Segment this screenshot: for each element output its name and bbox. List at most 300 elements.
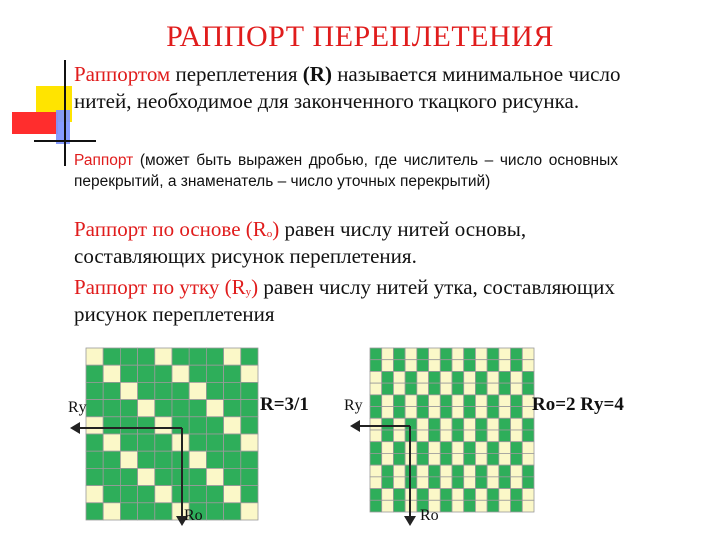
weave-rib-cell: [464, 348, 476, 360]
weave-rib-cell: [382, 453, 394, 465]
weave-twill-cell: [155, 400, 172, 417]
weave-rib-cell: [499, 453, 511, 465]
weave-rib-cell: [475, 371, 487, 383]
weave-rib-cell: [382, 430, 394, 442]
weave-twill-cell: [86, 451, 103, 468]
weave-twill-cell: [86, 365, 103, 382]
weave-rib-cell: [429, 453, 441, 465]
weave-rib-cell: [511, 348, 523, 360]
weave-rib-cell: [511, 395, 523, 407]
weave-rib-cell: [429, 407, 441, 419]
weave-rib-cell: [511, 407, 523, 419]
weave-twill-cell: [172, 382, 189, 399]
weave-diagram-rib: [340, 342, 670, 540]
weave-rib-cell: [440, 407, 452, 419]
weave-twill-cell: [206, 400, 223, 417]
weave-twill-cell: [103, 503, 120, 520]
weave-twill-cell: [241, 451, 258, 468]
weave-label-ro-rib: Rо: [420, 507, 439, 524]
weave-rib-cell: [499, 418, 511, 430]
weave-rib-cell: [393, 418, 405, 430]
weave-twill-cell: [206, 503, 223, 520]
weave-rib-cell: [464, 430, 476, 442]
weft-repeat-term-b: ): [251, 275, 259, 299]
weave-twill-cell: [172, 486, 189, 503]
weave-twill-cell: [86, 503, 103, 520]
weave-rib-cell: [499, 477, 511, 489]
weave-twill-cell: [103, 365, 120, 382]
weave-twill-cell: [103, 468, 120, 485]
weave-rib-cell: [429, 442, 441, 454]
weave-rib-cell: [487, 418, 499, 430]
weave-rib-cell: [475, 407, 487, 419]
weave-rib-cell: [452, 489, 464, 501]
weave-rib-cell: [499, 500, 511, 512]
weave-twill-cell: [206, 348, 223, 365]
weave-rib-cell: [393, 407, 405, 419]
weave-rib-cell: [511, 418, 523, 430]
weave-rib-cell: [475, 489, 487, 501]
weave-rib-cell: [499, 371, 511, 383]
weave-grid-rib: [370, 348, 534, 512]
weave-rib-cell: [522, 430, 534, 442]
weave-rib-cell: [487, 383, 499, 395]
weave-twill-cell: [172, 468, 189, 485]
weave-rib-cell: [370, 418, 382, 430]
weave-twill-cell: [155, 434, 172, 451]
weave-rib-cell: [499, 407, 511, 419]
decorative-bar-red: [12, 112, 58, 134]
weave-rib-cell: [464, 465, 476, 477]
weave-twill-cell: [86, 468, 103, 485]
weave-twill-cell: [241, 348, 258, 365]
weft-repeat-text: равен числу нитей утка, составляющих рисунок переплетения: [74, 275, 615, 326]
weave-twill-cell: [206, 417, 223, 434]
slide-title: РАППОРТ ПЕРЕПЛЕТЕНИЯ: [166, 20, 554, 53]
warp-repeat-text: равен числу нитей основы, составляющих рисунок переплетения.: [74, 217, 527, 268]
weave-rib-cell: [429, 489, 441, 501]
weave-twill-cell: [241, 365, 258, 382]
weave-rib-cell: [393, 360, 405, 372]
weave-twill-cell: [120, 451, 137, 468]
weave-rib-cell: [452, 371, 464, 383]
weave-rib-cell: [464, 407, 476, 419]
weave-rib-cell: [405, 407, 417, 419]
weave-rib-cell: [440, 383, 452, 395]
weave-rib-cell: [499, 348, 511, 360]
weave-twill-cell: [103, 400, 120, 417]
weave-rib-cell: [370, 371, 382, 383]
weave-twill-cell: [224, 451, 241, 468]
weave-rib-cell: [440, 371, 452, 383]
weave-rib-cell: [440, 500, 452, 512]
weave-rib-cell: [522, 418, 534, 430]
weave-rib-cell: [464, 360, 476, 372]
weave-twill-cell: [103, 434, 120, 451]
weave-rib-cell: [429, 465, 441, 477]
weave-rib-cell: [487, 453, 499, 465]
weave-rib-cell: [417, 442, 429, 454]
weave-twill-cell: [138, 486, 155, 503]
weave-twill-cell: [103, 451, 120, 468]
weave-rib-cell: [440, 418, 452, 430]
weave-rib-cell: [511, 465, 523, 477]
weave-twill-cell: [120, 434, 137, 451]
weave-rib-cell: [464, 395, 476, 407]
weave-twill-cell: [138, 382, 155, 399]
weave-twill-cell: [172, 434, 189, 451]
weave-rib-cell: [440, 395, 452, 407]
weave-rib-cell: [417, 418, 429, 430]
weave-rib-cell: [464, 489, 476, 501]
weave-twill-cell: [172, 400, 189, 417]
weave-diagram-rib-svg: [340, 342, 670, 540]
weave-twill-cell: [189, 417, 206, 434]
weave-rib-cell: [405, 395, 417, 407]
weave-rib-cell: [475, 465, 487, 477]
weave-rib-cell: [522, 442, 534, 454]
weave-rib-cell: [393, 348, 405, 360]
weave-rib-cell: [393, 371, 405, 383]
weave-twill-cell: [206, 434, 223, 451]
weave-rib-cell: [499, 430, 511, 442]
weave-rib-cell: [511, 477, 523, 489]
weave-rib-cell: [417, 489, 429, 501]
weave-rib-cell: [487, 360, 499, 372]
weave-formula-rib: Rо=2 Rу=4: [532, 394, 624, 415]
weave-twill-cell: [224, 434, 241, 451]
weave-rib-cell: [452, 360, 464, 372]
weave-rib-cell: [393, 430, 405, 442]
weave-twill-cell: [120, 348, 137, 365]
weave-rib-cell: [499, 465, 511, 477]
weave-twill-cell: [224, 365, 241, 382]
weave-rib-cell: [393, 453, 405, 465]
weave-rib-cell: [464, 442, 476, 454]
weave-label-ry-twill: Rу: [68, 399, 87, 416]
weave-rib-cell: [475, 418, 487, 430]
weave-formula-twill: R=3/1: [260, 394, 309, 415]
weave-twill-cell: [241, 434, 258, 451]
weave-rib-cell: [487, 500, 499, 512]
weave-twill-cell: [206, 365, 223, 382]
weave-rib-cell: [440, 442, 452, 454]
weave-rib-cell: [417, 453, 429, 465]
weave-twill-cell: [189, 451, 206, 468]
weave-rib-cell: [370, 348, 382, 360]
definition-symbol: (R): [302, 62, 332, 86]
weave-twill-cell: [120, 417, 137, 434]
weave-rib-cell: [382, 383, 394, 395]
weave-rib-cell: [464, 453, 476, 465]
weave-rib-cell: [522, 371, 534, 383]
weave-twill-cell: [155, 417, 172, 434]
weave-rib-cell: [382, 371, 394, 383]
weave-rib-cell: [487, 348, 499, 360]
definition-text-b: называется минимальное число нитей, необходимое для законченного ткацкого рисунка.: [74, 62, 621, 113]
weave-rib-cell: [522, 465, 534, 477]
weave-rib-cell: [487, 489, 499, 501]
weave-rib-cell: [475, 348, 487, 360]
weave-twill-cell: [206, 468, 223, 485]
weave-twill-cell: [155, 468, 172, 485]
weave-rib-cell: [382, 500, 394, 512]
weave-rib-cell: [511, 360, 523, 372]
weave-rib-cell: [475, 360, 487, 372]
weave-rib-cell: [440, 430, 452, 442]
weave-rib-cell: [382, 348, 394, 360]
weave-twill-cell: [241, 382, 258, 399]
weft-repeat-paragraph: [74, 274, 634, 328]
weave-twill-cell: [224, 348, 241, 365]
warp-repeat-term: [74, 217, 279, 241]
weave-twill-cell: [189, 468, 206, 485]
weave-rib-cell: [429, 418, 441, 430]
warp-repeat-term-sub: о: [266, 228, 273, 240]
weave-rib-cell: [382, 360, 394, 372]
weave-label-ro-twill: Rо: [184, 507, 203, 524]
weave-rib-cell: [464, 500, 476, 512]
weave-rib-cell: [417, 395, 429, 407]
weave-twill-cell: [189, 434, 206, 451]
fraction-note-text: (может быть выражен дробью, где числитель – число основных перекрытий, а знаменатель – число уточных перекрытий): [74, 152, 618, 190]
weave-rib-cell: [370, 383, 382, 395]
weave-rib-cell: [499, 489, 511, 501]
weave-twill-cell: [224, 400, 241, 417]
weave-rib-cell: [511, 371, 523, 383]
weave-twill-cell: [189, 348, 206, 365]
weave-rib-cell: [429, 430, 441, 442]
weave-twill-cell: [241, 486, 258, 503]
weave-twill-cell: [86, 417, 103, 434]
weave-rib-cell: [464, 383, 476, 395]
weave-twill-cell: [138, 451, 155, 468]
weave-rib-cell: [370, 407, 382, 419]
weave-twill-cell: [224, 468, 241, 485]
weave-rib-cell: [452, 442, 464, 454]
weave-rib-cell: [429, 477, 441, 489]
weave-twill-cell: [120, 382, 137, 399]
weave-rib-cell: [370, 489, 382, 501]
weave-rib-cell: [499, 360, 511, 372]
weave-rib-cell: [440, 348, 452, 360]
weave-twill-cell: [155, 503, 172, 520]
weave-rib-cell: [382, 407, 394, 419]
weave-rib-cell: [475, 430, 487, 442]
weave-rib-cell: [405, 383, 417, 395]
weave-rib-cell: [393, 500, 405, 512]
weave-rib-cell: [405, 348, 417, 360]
weave-rib-cell: [499, 383, 511, 395]
weave-twill-cell: [86, 486, 103, 503]
weave-twill-cell: [138, 400, 155, 417]
weave-rib-cell: [440, 489, 452, 501]
weave-rib-cell: [452, 465, 464, 477]
weave-twill-cell: [189, 382, 206, 399]
weave-rib-cell: [511, 500, 523, 512]
weave-rib-cell: [370, 477, 382, 489]
weave-rib-cell: [429, 371, 441, 383]
weave-twill-cell: [155, 348, 172, 365]
weave-rib-cell: [417, 360, 429, 372]
weave-rib-cell: [522, 500, 534, 512]
weave-rib-cell: [475, 453, 487, 465]
weave-twill-cell: [120, 400, 137, 417]
weave-rib-cell: [475, 442, 487, 454]
weave-twill-cell: [86, 434, 103, 451]
weave-twill-cell: [155, 382, 172, 399]
weave-rib-cell: [429, 348, 441, 360]
weave-twill-cell: [189, 400, 206, 417]
weave-twill-cell: [138, 417, 155, 434]
decorative-line-horizontal: [34, 140, 96, 142]
weave-rib-cell: [417, 348, 429, 360]
weave-rib-cell: [417, 465, 429, 477]
weave-twill-cell: [86, 400, 103, 417]
weave-rib-cell: [475, 500, 487, 512]
weave-twill-cell: [138, 434, 155, 451]
weave-rib-cell: [475, 383, 487, 395]
weave-rib-cell: [370, 453, 382, 465]
weave-rib-cell: [522, 453, 534, 465]
warp-repeat-term-a: Раппорт по основе (R: [74, 217, 267, 241]
weave-twill-cell: [120, 365, 137, 382]
weave-twill-cell: [155, 486, 172, 503]
warp-repeat-term-b: ): [272, 217, 280, 241]
weave-rib-cell: [522, 489, 534, 501]
weave-rib-cell: [452, 348, 464, 360]
weave-twill-cell: [224, 382, 241, 399]
weave-rib-cell: [487, 477, 499, 489]
definition-text-a: переплетения: [170, 62, 303, 86]
fraction-note-paragraph: [74, 150, 618, 192]
weave-label-ry-rib: Rу: [344, 397, 363, 414]
weave-rib-cell: [393, 395, 405, 407]
weave-twill-cell: [241, 468, 258, 485]
weave-rib-cell: [382, 477, 394, 489]
weave-rib-cell: [393, 477, 405, 489]
weave-rib-cell: [511, 383, 523, 395]
weave-rib-cell: [464, 371, 476, 383]
weave-rib-cell: [405, 371, 417, 383]
weave-rib-cell: [511, 430, 523, 442]
weave-twill-cell: [103, 417, 120, 434]
weft-repeat-term: [74, 275, 258, 299]
weave-rib-cell: [522, 348, 534, 360]
weave-rib-cell: [475, 395, 487, 407]
weave-twill-cell: [206, 486, 223, 503]
weave-rib-cell: [464, 477, 476, 489]
weave-twill-cell: [172, 348, 189, 365]
weave-twill-cell: [86, 348, 103, 365]
weave-rib-cell: [452, 430, 464, 442]
weave-rib-cell: [393, 465, 405, 477]
weave-rib-cell: [452, 500, 464, 512]
weave-rib-cell: [475, 477, 487, 489]
weave-twill-cell: [138, 468, 155, 485]
weave-twill-cell: [155, 451, 172, 468]
weave-twill-cell: [241, 400, 258, 417]
definition-paragraph: [74, 61, 634, 115]
decorative-line-vertical: [64, 60, 66, 166]
weave-grid-twill: [86, 348, 258, 520]
weave-twill-cell: [155, 365, 172, 382]
weave-twill-cell: [103, 348, 120, 365]
weave-twill-cell: [120, 503, 137, 520]
weave-rib-cell: [511, 442, 523, 454]
weave-rib-cell: [393, 442, 405, 454]
weave-twill-cell: [206, 382, 223, 399]
weave-rib-cell: [417, 430, 429, 442]
weave-rib-cell: [487, 395, 499, 407]
weave-rib-cell: [429, 383, 441, 395]
weave-rib-cell: [405, 360, 417, 372]
weave-rib-cell: [382, 395, 394, 407]
weave-rib-cell: [417, 371, 429, 383]
fraction-note-term: Раппорт: [74, 152, 134, 169]
weave-rib-cell: [487, 407, 499, 419]
weave-twill-cell: [241, 417, 258, 434]
weave-rib-cell: [452, 383, 464, 395]
weft-repeat-term-sub: у: [245, 286, 252, 298]
weave-rib-cell: [499, 442, 511, 454]
weave-twill-cell: [138, 503, 155, 520]
weave-twill-cell: [172, 417, 189, 434]
weave-rib-cell: [440, 360, 452, 372]
weave-rib-cell: [440, 453, 452, 465]
weave-rib-cell: [487, 430, 499, 442]
weave-rib-cell: [370, 442, 382, 454]
weave-rib-cell: [452, 395, 464, 407]
weave-twill-cell: [103, 382, 120, 399]
weave-rib-cell: [417, 383, 429, 395]
weave-twill-cell: [138, 365, 155, 382]
weave-rib-cell: [487, 371, 499, 383]
definition-term: Раппортом: [74, 62, 171, 86]
weave-rib-cell: [511, 489, 523, 501]
weave-twill-cell: [241, 503, 258, 520]
weave-twill-cell: [172, 365, 189, 382]
weave-rib-cell: [487, 442, 499, 454]
weave-twill-cell: [224, 486, 241, 503]
weave-rib-cell: [452, 477, 464, 489]
weft-repeat-term-a: Раппорт по утку (R: [74, 275, 246, 299]
weave-rib-cell: [522, 360, 534, 372]
weave-twill-cell: [172, 451, 189, 468]
weave-rib-cell: [522, 477, 534, 489]
weave-twill-cell: [103, 486, 120, 503]
weave-rib-cell: [370, 430, 382, 442]
weave-rib-cell: [417, 477, 429, 489]
weave-twill-cell: [224, 417, 241, 434]
weave-rib-cell: [440, 477, 452, 489]
weave-twill-cell: [206, 451, 223, 468]
weave-twill-cell: [120, 468, 137, 485]
weave-rib-cell: [511, 453, 523, 465]
weave-twill-cell: [86, 382, 103, 399]
weave-rib-cell: [452, 407, 464, 419]
weave-rib-cell: [382, 442, 394, 454]
weave-rib-cell: [370, 395, 382, 407]
weave-rib-cell: [429, 395, 441, 407]
weave-rib-cell: [487, 465, 499, 477]
warp-repeat-paragraph: [74, 216, 634, 270]
weave-twill-cell: [120, 486, 137, 503]
weave-rib-cell: [370, 500, 382, 512]
weave-twill-cell: [224, 503, 241, 520]
weave-twill-cell: [138, 348, 155, 365]
weave-rib-cell: [382, 465, 394, 477]
